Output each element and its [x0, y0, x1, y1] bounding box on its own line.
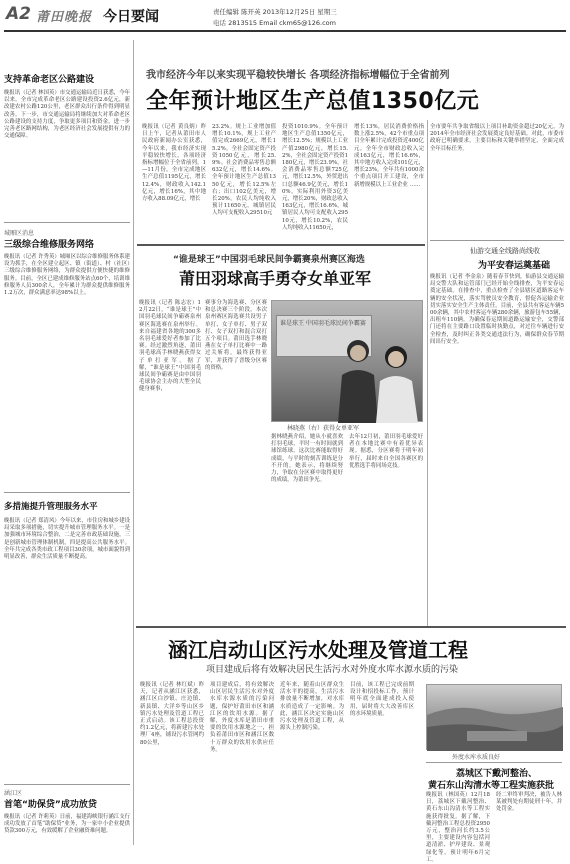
right-body: 晚报讯（记者 李金泉）随着春节快到，仙游县交通运输局交警大队和运管部门已经开始全线排查，为平安春运奠定基础。在排查中，重点检查了全县辖区道路客运车辆的安全状况，落实驾驶员安全教育，督促各运输企业切实落实安全生产主体责任。目前，全县共有客运车辆500余辆，其中农村客运车辆280余辆，旅游包车55辆，出租车110辆。为确保春运期间道路运输安全，交警部门还将在主要路口设置临时执勤点，对过往车辆进行安全检查，及时纠正各类交通违法行为，确保群众春节期间出行安全。	[430, 274, 564, 345]
sewage-photo-caption: 外度水库水质良好	[452, 754, 501, 761]
badminton-photo	[271, 300, 423, 422]
left-column-rule	[133, 40, 134, 845]
lead-col-3: 投资1010.9%。全年预计地区生产总值1350亿元，增长12.5%；规模以上工业产值2980亿元，增长15.2%，全社会固定资产投资1180亿元，增长23.9%，社会消费品零售总额725亿元，增长12.5%，外贸进出口总额46.9亿美元，增长10%，实际利用外资3亿美元，增长20%，财政总收入163亿元，增长16.6%，城镇居民人均可支配收入29510元，增长10.2%，农民人均纯收入11650元，	[282, 124, 348, 231]
right-column-rule	[427, 120, 428, 626]
bottom-right-headline-2: 黄石东山沟清水等工程实施获批	[428, 781, 555, 791]
left-item3-title: 多措施提升管理服务水平	[4, 502, 98, 512]
left-item2-body: 晚报讯（记者 许秀英）城厢区以综合维修服务体系建设为抓手，在全区建立起区、镇（街道）、村（社区）三级综合维修服务网络，为群众提供方便快捷的维修服务。目前，全区已建成维修服务站点60个，培训维修服务人员300余人，全年累计为群众提供维修服务1.2万次，群众满意率达98%以上。	[4, 254, 130, 297]
bottom-right-body: 晚报讯（林国英）12月18日，荔城区下戴河整治、黄石东山沟清水等工程实施获得批复。据了解，下戴河整治工程总投资2950万元，整治河长约3.5公里，主要建设内容包括河道清淤、护岸建设、景观绿化等，预计明年6月完工。	[426, 792, 490, 863]
masthead-rule	[4, 30, 566, 32]
sewage-story	[136, 626, 566, 863]
lead-kicker: 我市经济今年以来实现平稳较快增长 各项经济指标增幅位于全省前列	[146, 70, 450, 81]
lead-col-1: 晚报讯（记者 黄良炳）昨日上午，记者从莆田市人民政府新闻办公室获悉，今年以来，我市经济实现平稳较快增长，各项经济指标增幅位于全省前列。1—11月份，全市完成地区生产总值1195亿元，增长12.4%，财政收入142.1亿元，增长16%，其中地方收入88.09亿元，增长	[142, 124, 206, 203]
right-divider	[430, 240, 564, 241]
sewage-col-4: 目前，该工程已完成前期设计和招投标工作，预计明年底全面建成投入使用，届时将大大改善库区的水环境质量。	[350, 682, 414, 717]
sewage-top-rule	[136, 626, 566, 628]
lead-col-2: 23.2%。规上工业增加值增长10.1%，规上工业产值完成2669亿元，增长15.2%。全社会固定资产投资1050亿元，增长25.9%。社会消费品零售总额632亿元，增长14.6%。全年预计地区生产总值1350亿元，增长12.5%左右；出口102亿美元，增长20%，农民人均纯收入预计11650元，城镇居民人均可支配收入29510元	[212, 124, 276, 217]
sewage-subhead: 项目建成后将有效解决居民生活污水对外度水库水源水质的污染	[206, 665, 459, 675]
photo-reservoir-figure	[427, 685, 563, 751]
left-column	[4, 60, 130, 845]
left-item4-title: 首笔“助保贷”成功放贷	[4, 800, 97, 810]
lead-headline: 全年预计地区生产总值1350亿元	[146, 89, 480, 114]
left-item2-title: 三级综合维修服务网络	[4, 240, 95, 250]
right-intro: 全市要年共争取省级以上项目补助资金超过20亿元，为2014年全市经济社会发展奠定良好基础。对此，市委市政府已明确要求，主要目标和关键举措坚定，全面完成全年目标任务。	[430, 124, 564, 152]
editor-line: 责任编辑 陈开英 2013年12月25日 星期三	[213, 8, 337, 16]
badminton-kicker: “谁是球王”中国羽毛球民间争霸赛泉州赛区海选	[173, 255, 365, 265]
section-title: 今日要闻	[103, 9, 159, 25]
badminton-top-rule	[137, 244, 425, 246]
badminton-col-4: 去年12月初，莆田羽毛球爱好者在本地比赛中有着优异表现。据悉，分区赛将于明年初举行，届时来自全国各赛区的优胜选手将同场竞技。	[349, 434, 423, 469]
contact-line: 电话 2813515 Email ckm65@126.com	[213, 19, 336, 27]
badminton-story	[137, 244, 425, 626]
sewage-col-1: 晚报讯（记者 林红斌）昨天，记者从涵江区获悉，涵江区白沙镇、庄边镇、新县镇、大洋乡等山区乡镇污水处理及管道工程已正式启动。该工程总投资约1.2亿元，将新建污水处理厂4座，铺设污水管网约80公里，	[140, 682, 204, 746]
lead-story	[138, 40, 480, 240]
left-divider-1	[4, 222, 130, 223]
lead-col-4: 增长13%，居民消费价格指数上涨2.5%，42个市重点项目全年累计完成投资近400亿元。全年全市财政总收入完成163亿元，增长16.6%，其中地方收入完成101亿元，增长23%。全年共有1000余个重点项目开工建设，全市新增规模以上工业企业 ……	[354, 124, 424, 188]
left-item1-body: 晚报讯（记者 林国英）市交通运输局近日获悉，今年以来，全市完成革命老区公路建设投资2.6亿元，新改建农村公路120公里，老区群众出行条件得到明显改善。下一步，市交通运输局将继续加大对革命老区公路建设的支持力度，争取更多项目和资金，进一步完善老区路网结构，为老区经济社会发展提供有力的交通保障。	[4, 90, 130, 140]
sewage-col-2: 项目建成后，将有效解决山区居民生活污水对外度水库水源水质的污染问题，保护好莆田市区和涵江区的饮用水源。据了解，外度水库是莆田市重要的饮用水源地之一，担负着莆田市区和涵江区数十万群众的饮用水供应任务。	[210, 682, 274, 753]
left-item1-title: 支持革命老区公路建设	[4, 75, 95, 85]
sewage-col-3: 近年来，随着山区群众生活水平的提高，生活污水排放量不断增加，对水库水质造成了一定影响。为此，涵江区决定实施山区污水处理及管道工程，从源头上控制污染。	[280, 682, 344, 732]
right-section-label: 仙游交通全线路尚线收	[470, 247, 540, 255]
badminton-col-2: 赛事分为海选赛、分区赛和总决赛三个阶段。本次泉州赛区海选赛共设男子单打、女子单打、男子双打、女子双打和混合双打五个项目。莆田选手林晓燕在女子单打比赛中一路过关斩将，最终获得亚军，并获得了晋级分区赛的资格。	[205, 300, 267, 371]
sewage-photo	[426, 684, 562, 750]
left-item3-body: 晚报讯（记者 郑清风）今年以来，市住房和城乡建设局采取多项措施，切实提升城市管理服务水平。一是加强城市环境综合整治，二是完善市政基础设施，三是创新城市管理体制机制，四是提高公共服务水平。全年共完成各类市政工程项目30余项，城市面貌得到明显改善，群众生活质量不断提高。	[4, 518, 130, 561]
right-subhead: 为平安春运奠基础	[478, 261, 551, 271]
left-divider-2	[4, 492, 130, 493]
bottom-right-side-note: 经二审终审判决，被告人林某被判处有期徒刑十年，并处罚金。	[496, 792, 562, 813]
photo-players-figure	[332, 331, 422, 423]
masthead	[0, 0, 570, 36]
badminton-headline: 莆田羽球高手勇夺女单亚军	[179, 269, 372, 288]
badminton-photo-caption: 林晓燕（右）获得女单亚军	[287, 425, 360, 432]
right-column	[430, 124, 566, 624]
bottom-right-headline-1: 荔城区下戴河整治、	[456, 769, 538, 779]
paper-name-logo: 莆田晚报	[36, 10, 93, 25]
photo-banner-text: 谁是球王 中国羽毛球民间争霸赛	[280, 320, 366, 327]
badminton-col-3: 据林晓燕介绍，她从小就喜欢打羽毛球，平时一有时间就到球馆练球。这次比赛能取得好成绩，与平时的刻苦训练是分不开的。她表示，将继续努力，争取在分区赛中取得更好的成绩，为莆田争光。	[271, 434, 343, 484]
badminton-col-1: 晚报讯（记者 陈志宏）12月22日，“谁是球王”中国羽毛球民间争霸赛泉州赛区海选赛在泉州举行。来自福建省各地的300多名羽毛球爱好者参加了比赛。经过激烈角逐，莆田羽毛球高手林晓燕获得女子单打亚军。据了解，“谁是球王”中国羽毛球民间争霸赛是由中国羽毛球协会主办的大型全民健身赛事，	[139, 300, 201, 393]
bottom-right-divider	[426, 762, 562, 763]
left-item4-section: 涵江区	[4, 790, 23, 797]
left-item4-body: 晚报讯（记者 许莉英）日前，福建海峡银行涵江支行成功发放了首笔“助保贷”业务，为一家中小企业提供贷款300万元，有效缓解了企业融资难问题。	[4, 814, 130, 835]
left-divider-3	[4, 784, 130, 785]
left-item2-section: 城厢区消息	[4, 230, 35, 237]
sewage-headline: 涵江启动山区污水处理及管道工程	[168, 638, 468, 662]
page-code: A2	[6, 4, 31, 24]
